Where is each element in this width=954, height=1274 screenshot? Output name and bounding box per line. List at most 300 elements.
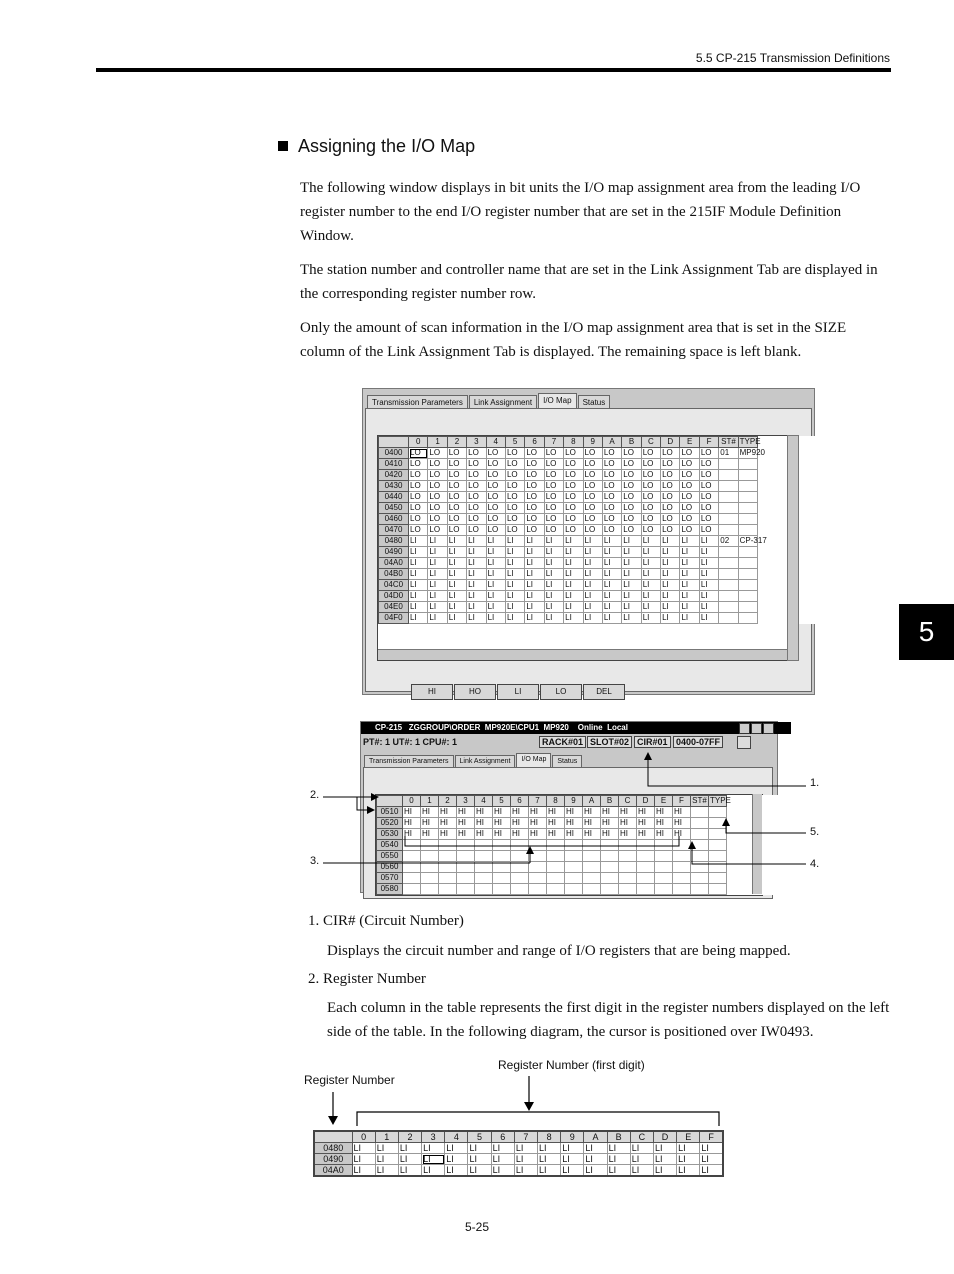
bit-cell[interactable]: LO [661, 525, 680, 536]
bit-cell[interactable]: LO [409, 503, 428, 514]
bit-cell[interactable]: LO [409, 514, 428, 525]
bit-cell[interactable]: LI [699, 536, 718, 547]
bit-cell[interactable]: LI [447, 580, 466, 591]
bit-cell[interactable]: LO [564, 503, 583, 514]
bit-cell[interactable]: LO [680, 514, 699, 525]
bit-cell[interactable]: LI [700, 1165, 723, 1177]
bit-cell[interactable]: LO [544, 525, 563, 536]
bit-cell[interactable]: LI [677, 1154, 700, 1165]
bit-cell[interactable]: LI [514, 1154, 537, 1165]
bit-cell[interactable]: LI [409, 580, 428, 591]
bit-cell[interactable]: LI [680, 536, 699, 547]
bit-cell[interactable]: LI [409, 547, 428, 558]
bit-cell[interactable]: LO [641, 448, 660, 459]
bit-cell[interactable]: LO [622, 459, 641, 470]
bit-cell[interactable]: LO [428, 492, 447, 503]
bit-cell[interactable]: LI [409, 536, 428, 547]
bit-cell[interactable]: LI [602, 558, 621, 569]
bit-cell[interactable]: LI [428, 547, 447, 558]
bit-cell[interactable]: LI [445, 1154, 468, 1165]
bit-cell[interactable]: LO [699, 503, 718, 514]
bit-cell[interactable]: LO [564, 492, 583, 503]
bit-cell[interactable]: LI [584, 1165, 607, 1177]
bit-cell[interactable]: LI [505, 569, 524, 580]
bit-cell[interactable]: HI [421, 807, 439, 818]
bit-cell[interactable]: LO [661, 481, 680, 492]
bit-cell[interactable]: LI [375, 1165, 398, 1177]
bit-cell[interactable]: LO [505, 525, 524, 536]
bit-cell[interactable]: LO [602, 481, 621, 492]
bit-cell[interactable]: LI [467, 569, 486, 580]
bit-cell[interactable]: LI [653, 1143, 676, 1154]
bit-cell[interactable]: HI [547, 818, 565, 829]
bit-cell[interactable]: LI [622, 569, 641, 580]
bit-cell[interactable]: LI [564, 558, 583, 569]
bit-cell[interactable]: LO [505, 448, 524, 459]
bit-cell[interactable]: LI [607, 1154, 630, 1165]
row-register-number[interactable]: 0470 [379, 525, 409, 536]
bit-cell[interactable]: LI [641, 547, 660, 558]
bit-cell[interactable]: LI [428, 580, 447, 591]
bit-cell[interactable]: LO [447, 492, 466, 503]
bit-cell[interactable]: HI [403, 829, 421, 840]
bit-cell[interactable]: LI [680, 569, 699, 580]
bit-cell[interactable]: LI [602, 591, 621, 602]
bit-cell[interactable]: LI [491, 1165, 514, 1177]
bit-cell[interactable]: HI [673, 829, 691, 840]
bit-cell[interactable]: LI [428, 558, 447, 569]
bit-cell[interactable]: LI [409, 591, 428, 602]
bit-cell[interactable]: LO [641, 492, 660, 503]
bit-cell[interactable]: LI [447, 569, 466, 580]
bit-cell[interactable]: LI [699, 602, 718, 613]
bit-cell[interactable]: LI [622, 536, 641, 547]
bit-cell[interactable]: LI [677, 1165, 700, 1177]
bit-cell[interactable]: LO [564, 525, 583, 536]
bit-cell[interactable]: HI [601, 829, 619, 840]
bit-cell[interactable]: HI [637, 818, 655, 829]
bit-cell[interactable]: HI [475, 807, 493, 818]
bit-cell[interactable]: HI [619, 829, 637, 840]
bit-cell[interactable]: LI [641, 536, 660, 547]
tab-link-assignment[interactable]: Link Assignment [469, 395, 537, 411]
bit-cell[interactable]: LI [409, 602, 428, 613]
bit-cell[interactable]: LI [525, 613, 544, 624]
bit-cell[interactable]: LI [422, 1143, 445, 1154]
bit-cell[interactable]: HI [601, 807, 619, 818]
bit-cell[interactable]: HI [439, 829, 457, 840]
bit-cell[interactable]: LO [680, 459, 699, 470]
bit-cell[interactable]: LO [486, 525, 505, 536]
bit-cell[interactable]: LI [641, 613, 660, 624]
bit-cell[interactable]: LI [538, 1154, 561, 1165]
bit-cell[interactable]: LI [607, 1143, 630, 1154]
row-register-number[interactable]: 0480 [314, 1143, 352, 1154]
bit-cell[interactable]: LO [428, 448, 447, 459]
type-cell[interactable]: CP-317 [739, 536, 767, 545]
bit-cell[interactable]: LO [622, 470, 641, 481]
bit-cell[interactable]: HI [529, 807, 547, 818]
tab-link-assignment-2[interactable]: Link Assignment [455, 755, 516, 769]
bit-cell[interactable]: LI [699, 569, 718, 580]
bit-cell[interactable]: LI [661, 602, 680, 613]
bit-cell[interactable]: LI [700, 1154, 723, 1165]
bit-cell[interactable]: LO [447, 470, 466, 481]
bit-cell[interactable]: LI [445, 1143, 468, 1154]
bit-cell[interactable]: LO [622, 525, 641, 536]
bit-cell[interactable]: HI [439, 818, 457, 829]
bit-cell[interactable]: HI [529, 818, 547, 829]
bit-cell[interactable]: LI [486, 580, 505, 591]
bit-cell[interactable]: LI [699, 580, 718, 591]
bit-cell[interactable]: LO [583, 492, 602, 503]
bit-cell[interactable]: HI [565, 818, 583, 829]
bit-cell[interactable]: LO [467, 514, 486, 525]
bit-cell[interactable]: LI [622, 580, 641, 591]
bit-cell[interactable]: LO [544, 514, 563, 525]
bit-cell[interactable]: LI [468, 1143, 491, 1154]
bit-cell[interactable]: LI [467, 536, 486, 547]
row-register-number[interactable]: 0580 [377, 884, 403, 895]
bit-cell[interactable]: LO [583, 525, 602, 536]
bit-cell[interactable]: LO [428, 514, 447, 525]
bit-cell[interactable]: LI [680, 558, 699, 569]
bit-cell[interactable]: LO [447, 525, 466, 536]
bit-cell[interactable]: LO [661, 503, 680, 514]
bit-cell[interactable]: LO [525, 503, 544, 514]
bit-cell[interactable]: LI [375, 1154, 398, 1165]
bit-cell[interactable]: LI [514, 1165, 537, 1177]
bit-cell[interactable]: LO [486, 459, 505, 470]
del-button[interactable]: DEL [583, 684, 625, 700]
bit-cell[interactable]: LI [641, 558, 660, 569]
bit-cell[interactable]: LI [447, 558, 466, 569]
bit-cell[interactable]: LI [447, 591, 466, 602]
bit-cell[interactable]: LI [622, 591, 641, 602]
bit-cell[interactable]: LI [525, 558, 544, 569]
bit-cell[interactable]: LI [468, 1154, 491, 1165]
row-register-number[interactable]: 04B0 [379, 569, 409, 580]
bit-cell[interactable]: LI [602, 602, 621, 613]
bit-cell[interactable]: HI [655, 829, 673, 840]
lo-button[interactable]: LO [540, 684, 582, 700]
bit-cell[interactable]: LI [653, 1165, 676, 1177]
bit-cell[interactable]: LO [486, 448, 505, 459]
bit-cell[interactable]: HI [475, 818, 493, 829]
bit-cell[interactable]: HI [475, 829, 493, 840]
bit-cell[interactable]: LI [486, 569, 505, 580]
bit-cell[interactable]: LI [641, 602, 660, 613]
row-register-number[interactable]: 0570 [377, 873, 403, 884]
bit-cell[interactable]: LO [525, 481, 544, 492]
row-register-number[interactable]: 0440 [379, 492, 409, 503]
bit-cell[interactable]: LI [352, 1143, 375, 1154]
tab-status-2[interactable]: Status [552, 755, 582, 769]
bit-cell[interactable]: LI [491, 1154, 514, 1165]
bit-cell[interactable]: LI [641, 580, 660, 591]
bit-cell[interactable]: LO [622, 503, 641, 514]
tab-io-map-2[interactable]: I/O Map [516, 753, 551, 767]
bit-cell[interactable]: LO [564, 514, 583, 525]
station-number-cell[interactable]: 01 [719, 448, 738, 459]
bit-cell[interactable]: LI [428, 569, 447, 580]
bit-cell[interactable]: LI [428, 536, 447, 547]
bit-cell[interactable]: LO [409, 492, 428, 503]
bit-cell[interactable]: LI [653, 1154, 676, 1165]
row-register-number[interactable]: 0540 [377, 840, 403, 851]
bit-cell[interactable]: HI [637, 807, 655, 818]
bit-cell[interactable]: LI [544, 558, 563, 569]
bit-cell[interactable]: LO [602, 492, 621, 503]
bit-cell[interactable]: LI [699, 547, 718, 558]
bit-cell[interactable]: LO [467, 503, 486, 514]
tab-transmission-parameters-2[interactable]: Transmission Parameters [364, 755, 454, 769]
bit-cell[interactable]: LI [661, 591, 680, 602]
bit-cell[interactable]: HI [457, 818, 475, 829]
bit-cell[interactable]: LO [447, 448, 466, 459]
bit-cell[interactable]: LI [584, 1143, 607, 1154]
bit-cell[interactable]: LI [641, 591, 660, 602]
bit-cell[interactable]: HI [457, 807, 475, 818]
bit-cell[interactable]: LI [564, 602, 583, 613]
bit-cell[interactable]: LO [447, 503, 466, 514]
bit-cell[interactable]: LO [467, 470, 486, 481]
bit-cell[interactable]: HI [493, 807, 511, 818]
bit-cell[interactable]: LI [699, 591, 718, 602]
bit-cell[interactable]: HI [403, 818, 421, 829]
bit-cell[interactable]: LI [680, 591, 699, 602]
bit-cell[interactable]: LI [467, 591, 486, 602]
bit-cell[interactable]: LI [445, 1165, 468, 1177]
bit-cell[interactable]: LO [467, 492, 486, 503]
bit-cell[interactable]: LI [486, 558, 505, 569]
row-register-number[interactable]: 0560 [377, 862, 403, 873]
bit-cell[interactable]: LO [544, 470, 563, 481]
bit-cell[interactable]: LI [564, 613, 583, 624]
hi-button[interactable]: HI [411, 684, 453, 700]
bit-cell[interactable]: LI [447, 613, 466, 624]
bit-cell[interactable]: LI [583, 536, 602, 547]
bit-cell[interactable]: LO [544, 492, 563, 503]
bit-cell[interactable]: LI [584, 1154, 607, 1165]
bit-cell[interactable]: LO [641, 514, 660, 525]
bit-cell[interactable]: LI [491, 1143, 514, 1154]
bit-cell[interactable]: HI [655, 818, 673, 829]
bit-cell[interactable]: LI [564, 536, 583, 547]
bit-cell[interactable]: LI [428, 591, 447, 602]
bit-cell[interactable]: LO [544, 481, 563, 492]
bit-cell[interactable]: HI [673, 807, 691, 818]
bit-cell[interactable]: LI [661, 613, 680, 624]
bit-cell[interactable]: LI [538, 1165, 561, 1177]
bit-cell[interactable]: LO [602, 448, 621, 459]
bit-cell[interactable]: LO [467, 525, 486, 536]
bit-cell[interactable]: LI [602, 569, 621, 580]
bit-cell[interactable]: LI [680, 613, 699, 624]
bit-cell[interactable]: LO [428, 459, 447, 470]
bit-cell[interactable]: LI [583, 602, 602, 613]
bit-cell[interactable]: LO [622, 492, 641, 503]
bit-cell[interactable]: LO [622, 448, 641, 459]
bit-cell[interactable]: LI [661, 536, 680, 547]
bit-cell[interactable]: HI [583, 807, 601, 818]
bit-cell[interactable]: LO [409, 481, 428, 492]
bit-cell[interactable]: LI [422, 1165, 445, 1177]
bit-cell[interactable]: LI [544, 569, 563, 580]
bit-cell[interactable]: LI [700, 1143, 723, 1154]
bit-cell[interactable]: LI [583, 547, 602, 558]
bit-cell[interactable]: HI [673, 818, 691, 829]
bit-cell[interactable]: LO [602, 459, 621, 470]
row-register-number[interactable]: 0520 [377, 818, 403, 829]
bit-cell[interactable]: LO [661, 470, 680, 481]
bit-cell[interactable]: LO [699, 470, 718, 481]
bit-cell[interactable]: LI [422, 1154, 445, 1165]
bit-cell[interactable]: HI [403, 807, 421, 818]
bit-cell[interactable]: LO [409, 525, 428, 536]
type-cell[interactable]: MP920 [739, 448, 765, 457]
bit-cell[interactable]: LI [602, 547, 621, 558]
row-register-number[interactable]: 0460 [379, 514, 409, 525]
bit-cell[interactable]: LO [486, 481, 505, 492]
bit-cell[interactable]: LI [468, 1165, 491, 1177]
bit-cell[interactable]: LO [544, 448, 563, 459]
bit-cell[interactable]: LI [447, 547, 466, 558]
bit-cell[interactable]: LI [583, 613, 602, 624]
bit-cell[interactable]: HI [457, 829, 475, 840]
bit-cell[interactable]: LI [505, 613, 524, 624]
bit-cell[interactable]: LI [661, 580, 680, 591]
bit-cell[interactable]: LI [538, 1143, 561, 1154]
row-register-number[interactable]: 0450 [379, 503, 409, 514]
row-register-number[interactable]: 0490 [379, 547, 409, 558]
bit-cell[interactable]: LI [505, 547, 524, 558]
bit-cell[interactable]: HI [547, 829, 565, 840]
bit-cell[interactable]: LO [505, 470, 524, 481]
bit-cell[interactable]: LO [486, 503, 505, 514]
bit-cell[interactable]: LI [699, 558, 718, 569]
row-register-number[interactable]: 0490 [314, 1154, 352, 1165]
bit-cell[interactable]: LO [680, 492, 699, 503]
row-register-number[interactable]: 04D0 [379, 591, 409, 602]
row-register-number[interactable]: 0510 [377, 807, 403, 818]
bit-cell[interactable]: HI [511, 829, 529, 840]
bit-cell[interactable]: LI [622, 602, 641, 613]
bit-cell[interactable]: LI [680, 547, 699, 558]
bit-cell[interactable]: LI [486, 602, 505, 613]
bit-cell[interactable]: LO [409, 448, 428, 459]
bit-cell[interactable]: LI [564, 580, 583, 591]
bit-cell[interactable]: LI [428, 602, 447, 613]
bit-cell[interactable]: LI [486, 591, 505, 602]
bit-cell[interactable]: LI [561, 1154, 584, 1165]
bit-cell[interactable]: LI [564, 547, 583, 558]
bit-cell[interactable]: LI [467, 547, 486, 558]
bit-cell[interactable]: LI [630, 1143, 653, 1154]
bit-cell[interactable]: LO [680, 448, 699, 459]
bit-cell[interactable]: LI [544, 580, 563, 591]
bit-cell[interactable]: LO [680, 481, 699, 492]
row-register-number[interactable]: 0480 [379, 536, 409, 547]
bit-cell[interactable]: LO [699, 459, 718, 470]
bit-cell[interactable]: LO [583, 514, 602, 525]
bit-cell[interactable]: LI [544, 547, 563, 558]
bit-cell[interactable]: LO [525, 459, 544, 470]
bit-cell[interactable]: LO [525, 492, 544, 503]
bit-cell[interactable]: LO [467, 481, 486, 492]
bit-cell[interactable]: LI [467, 558, 486, 569]
ho-button[interactable]: HO [454, 684, 496, 700]
bit-cell[interactable]: LI [583, 591, 602, 602]
bit-cell[interactable]: LO [409, 470, 428, 481]
bit-cell[interactable]: LO [428, 481, 447, 492]
bit-cell[interactable]: LO [699, 525, 718, 536]
bit-cell[interactable]: LO [641, 470, 660, 481]
bit-cell[interactable]: LO [680, 470, 699, 481]
bit-cell[interactable]: LI [544, 602, 563, 613]
bit-cell[interactable]: LI [661, 569, 680, 580]
bit-cell[interactable]: LI [680, 602, 699, 613]
bit-cell[interactable]: LI [525, 569, 544, 580]
bit-cell[interactable]: LO [486, 492, 505, 503]
bit-cell[interactable]: HI [619, 818, 637, 829]
bit-cell[interactable]: LO [486, 470, 505, 481]
row-register-number[interactable]: 04C0 [379, 580, 409, 591]
bit-cell[interactable]: LI [583, 580, 602, 591]
bit-cell[interactable]: LO [467, 448, 486, 459]
bit-cell[interactable]: LI [375, 1143, 398, 1154]
bit-cell[interactable]: LI [622, 558, 641, 569]
bit-cell[interactable]: LI [583, 558, 602, 569]
bit-cell[interactable]: LI [661, 547, 680, 558]
bit-cell[interactable]: LI [447, 536, 466, 547]
bit-cell[interactable]: LO [661, 459, 680, 470]
bit-cell[interactable]: LI [583, 569, 602, 580]
bit-cell[interactable]: LI [428, 613, 447, 624]
bit-cell[interactable]: LI [398, 1165, 421, 1177]
bit-cell[interactable]: LI [447, 602, 466, 613]
bit-cell[interactable]: LO [602, 525, 621, 536]
bit-cell[interactable]: LO [641, 525, 660, 536]
bit-cell[interactable]: LO [699, 492, 718, 503]
bit-cell[interactable]: LO [505, 514, 524, 525]
bit-cell[interactable]: LI [630, 1165, 653, 1177]
bit-cell[interactable]: LO [467, 459, 486, 470]
bit-cell[interactable]: LO [661, 492, 680, 503]
bit-cell[interactable]: LI [467, 613, 486, 624]
row-register-number[interactable]: 0410 [379, 459, 409, 470]
bit-cell[interactable]: LI [467, 602, 486, 613]
tab-transmission-parameters[interactable]: Transmission Parameters [367, 395, 468, 411]
bit-cell[interactable]: HI [583, 818, 601, 829]
bit-cell[interactable]: LI [525, 602, 544, 613]
bit-cell[interactable]: LI [622, 547, 641, 558]
row-register-number[interactable]: 04F0 [379, 613, 409, 624]
bit-cell[interactable]: LO [525, 514, 544, 525]
bit-cell[interactable]: LO [505, 459, 524, 470]
bit-cell[interactable]: HI [655, 807, 673, 818]
bit-cell[interactable]: HI [439, 807, 457, 818]
bit-cell[interactable]: LI [699, 613, 718, 624]
bit-cell[interactable]: LO [622, 514, 641, 525]
bit-cell[interactable]: LO [505, 481, 524, 492]
bit-cell[interactable]: LO [680, 525, 699, 536]
bit-cell[interactable]: LO [525, 448, 544, 459]
bit-cell[interactable]: LI [622, 613, 641, 624]
bit-cell[interactable]: LO [525, 470, 544, 481]
bit-cell[interactable]: LO [564, 459, 583, 470]
bit-cell[interactable]: LO [505, 492, 524, 503]
